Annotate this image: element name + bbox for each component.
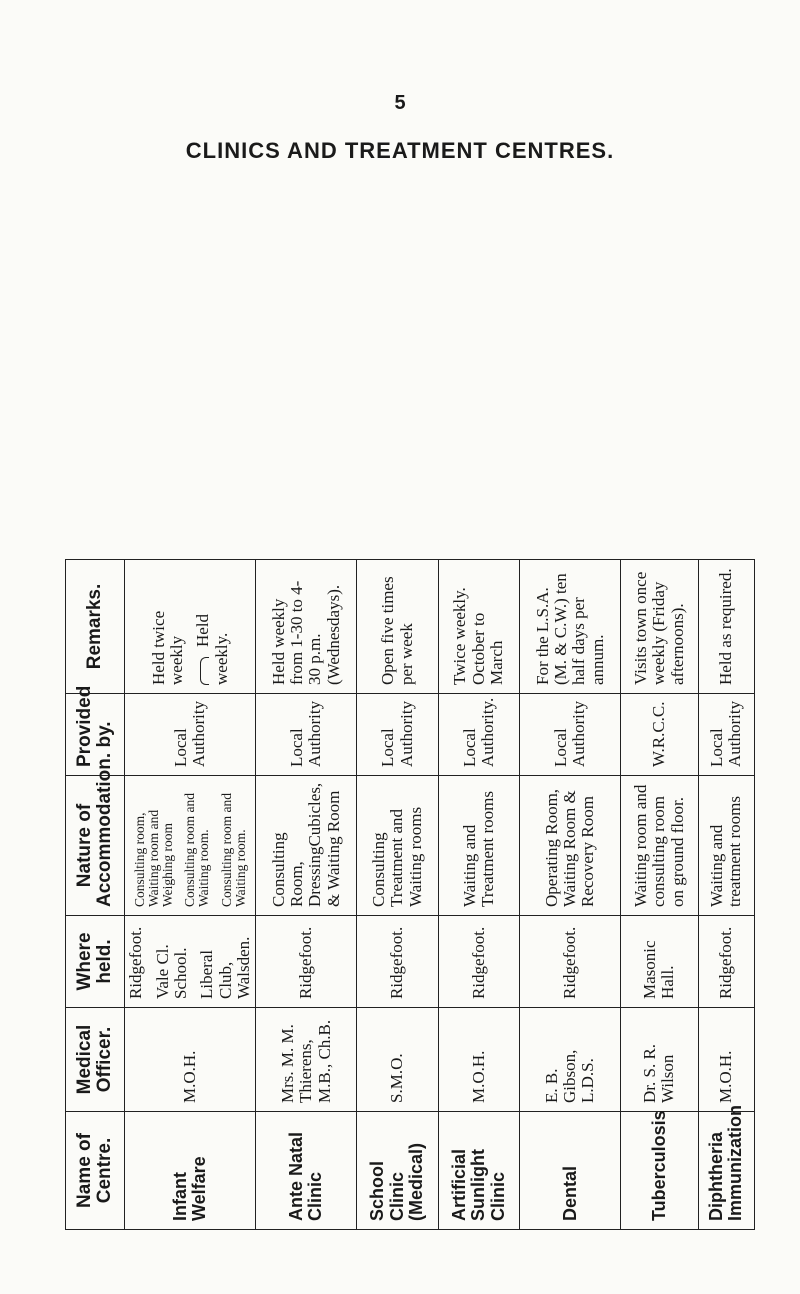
where-held: Masonic Hall. xyxy=(621,916,698,1008)
remarks: Open five times per week xyxy=(357,560,438,694)
remarks-line xyxy=(194,568,231,685)
header-officer: Medical Officer. xyxy=(66,1008,125,1112)
provided-by: Local Authority xyxy=(520,694,621,776)
header-name: Name of Centre. xyxy=(66,1112,125,1230)
medical-officer: Dr. S. R. Wilson xyxy=(621,1008,698,1112)
clinics-table xyxy=(65,559,755,1230)
header-nature: Nature of Accommodation. xyxy=(66,776,125,916)
header-provided: Provided by. xyxy=(66,694,125,776)
table-row xyxy=(357,560,438,1230)
medical-officer: M.O.H. xyxy=(698,1008,754,1112)
table-row xyxy=(125,560,256,1230)
table-row xyxy=(256,560,357,1230)
centre-name: Diphtheria Immunization xyxy=(698,1112,754,1230)
accommodation: Waiting room and consulting room on ground floor. xyxy=(621,776,698,916)
provided-by: Local Authority. xyxy=(438,694,519,776)
provided-by: Local Authority xyxy=(256,694,357,776)
provided-by: Local Authority xyxy=(125,694,256,776)
brace-mark xyxy=(200,657,209,685)
table-row xyxy=(621,560,698,1230)
remarks: Held as required. xyxy=(698,560,754,694)
centre-name: Tuberculosis xyxy=(621,1112,698,1230)
where-held: Ridgefoot. xyxy=(520,916,621,1008)
table-row xyxy=(698,560,754,1230)
where-held: Ridgefoot. xyxy=(698,916,754,1008)
remarks: Twice weekly. October to March xyxy=(438,560,519,694)
accommodation-line: Consulting room and Waiting room. xyxy=(182,793,212,907)
centre-name: Infant Welfare xyxy=(125,1112,256,1230)
medical-officer: Mrs. M. M. Thierens, M.B., Ch.B. xyxy=(256,1008,357,1112)
where-held xyxy=(125,916,256,1008)
page-title: CLINICS AND TREATMENT CENTRES. xyxy=(185,138,615,163)
medical-officer: S.M.O. xyxy=(357,1008,438,1112)
remarks xyxy=(125,560,256,694)
provided-by: Local Authority xyxy=(698,694,754,776)
where-held: Ridgefoot. xyxy=(256,916,357,1008)
accommodation-line: Consulting room, Waiting room and Weighing room xyxy=(131,809,176,907)
provided-by: Local Authority xyxy=(357,694,438,776)
centre-name: Dental xyxy=(520,1112,621,1230)
remarks-line: Held twice weekly xyxy=(148,610,186,685)
remarks: Visits town once weekly (Friday afternoons). xyxy=(621,560,698,694)
table-row xyxy=(438,560,519,1230)
medical-officer: E. B. Gibson, L.D.S. xyxy=(520,1008,621,1112)
where-held-line: Ridgefoot. xyxy=(126,926,146,999)
centre-name: Ante Natal Clinic xyxy=(256,1112,357,1230)
header-remarks: Remarks. xyxy=(66,560,125,694)
remarks: Held weekly from 1-30 to 4-30 p.m. (Wednesdays). xyxy=(256,560,357,694)
remarks-text: Held weekly. xyxy=(193,613,231,685)
provided-by: W.R.C.C. xyxy=(621,694,698,776)
where-held: Ridgefoot. xyxy=(357,916,438,1008)
remarks: For the L.S.A. (M. & C.W.) ten half days per annum. xyxy=(520,560,621,694)
where-held-line: Vale Cl. School. xyxy=(152,944,190,999)
rotated-table-wrapper xyxy=(65,560,755,1230)
centre-name: Artificial Sunlight Clinic xyxy=(438,1112,519,1230)
page-number: 5 xyxy=(394,92,406,114)
medical-officer: M.O.H. xyxy=(125,1008,256,1112)
medical-officer: M.O.H. xyxy=(438,1008,519,1112)
accommodation: Waiting and treatment rooms xyxy=(698,776,754,916)
accommodation-line: Consulting room and Waiting room. xyxy=(218,793,248,907)
header-where: Where held. xyxy=(66,916,125,1008)
centre-name: School Clinic (Medical) xyxy=(357,1112,438,1230)
table-header-row xyxy=(66,560,125,1230)
where-held-line: Liberal Club, Walsden. xyxy=(197,936,254,999)
accommodation: Waiting and Treatment rooms xyxy=(438,776,519,916)
table-row xyxy=(520,560,621,1230)
accommodation: Operating Room, Waiting Room & Recovery Room xyxy=(520,776,621,916)
accommodation: Consulting Treatment and Waiting rooms xyxy=(357,776,438,916)
accommodation: Consulting Room, DressingCubicles, & Waiting Room xyxy=(256,776,357,916)
where-held: Ridgefoot. xyxy=(438,916,519,1008)
accommodation xyxy=(125,776,256,916)
